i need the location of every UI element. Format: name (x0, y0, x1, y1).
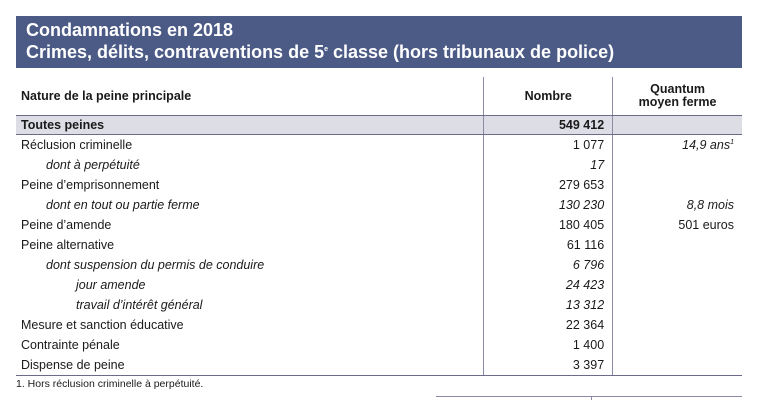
cell-nombre: 130 230 (484, 195, 613, 215)
cell-nature: dont suspension du permis de conduire (46, 258, 265, 272)
cell-quantum (613, 175, 742, 195)
table-row (16, 135, 742, 156)
cell-quantum (613, 355, 742, 376)
cell-nombre: 17 (484, 155, 613, 175)
footnote: 1. Hors réclusion criminelle à perpétuité. (16, 378, 204, 390)
table-row-total (16, 116, 742, 135)
cell-nombre: 1 077 (484, 135, 613, 156)
table-row (16, 175, 742, 195)
cell-quantum (613, 155, 742, 175)
cell-nombre: 13 312 (484, 295, 613, 315)
title-banner (16, 16, 742, 68)
cell-quantum (613, 116, 742, 135)
next-table-border (436, 396, 742, 397)
header-nature: Nature de la peine principale (16, 77, 484, 116)
table-row (16, 355, 742, 376)
cell-nature: dont à perpétuité (46, 158, 140, 172)
cell-nombre: 3 397 (484, 355, 613, 376)
table-row (16, 335, 742, 355)
condamnations-table (16, 77, 742, 376)
cell-nature: Contrainte pénale (21, 338, 120, 352)
cell-nature: dont en tout ou partie ferme (46, 198, 200, 212)
cell-quantum (613, 275, 742, 295)
page-title: Condamnations en 2018 (26, 20, 234, 40)
cell-nature: Toutes peines (16, 116, 484, 135)
table-row (16, 235, 742, 255)
table-row (16, 255, 742, 275)
header-quantum: Quantum moyen ferme (613, 77, 742, 116)
cell-quantum (613, 255, 742, 275)
header-nombre: Nombre (484, 77, 613, 116)
cell-nature: Peine d’emprisonnement (21, 178, 160, 192)
table-row (16, 315, 742, 335)
cell-quantum: 14,9 ans$^1$ (613, 135, 742, 156)
table-row (16, 195, 742, 215)
cell-quantum: 501 euros (613, 215, 742, 235)
cell-nature: Mesure et sanction éducative (21, 318, 184, 332)
cell-nombre: 549 412 (484, 116, 613, 135)
cell-nature: jour amende (76, 278, 146, 292)
cell-quantum (613, 235, 742, 255)
cell-nombre: 22 364 (484, 315, 613, 335)
table-row (16, 295, 742, 315)
cell-nature: Peine d’amende (21, 218, 112, 232)
cell-nature: Réclusion criminelle (21, 138, 133, 152)
cell-quantum (613, 315, 742, 335)
cell-nombre: 61 116 (484, 235, 613, 255)
page-subtitle: Crimes, délits, contraventions de 5e classe (hors tribunaux de police) (26, 42, 615, 62)
cell-nature: Peine alternative (21, 238, 115, 252)
cell-nombre: 6 796 (484, 255, 613, 275)
cell-quantum (613, 335, 742, 355)
table-row (16, 215, 742, 235)
next-table-divider (591, 396, 592, 400)
cell-nature: travail d’intérêt général (76, 298, 203, 312)
cell-nombre: 24 423 (484, 275, 613, 295)
table-header-row (16, 77, 742, 116)
cell-quantum: 8,8 mois (613, 195, 742, 215)
cell-nature: Dispense de peine (16, 355, 484, 376)
cell-nombre: 279 653 (484, 175, 613, 195)
table-row (16, 155, 742, 175)
cell-nombre: 180 405 (484, 215, 613, 235)
table-row (16, 275, 742, 295)
cell-nombre: 1 400 (484, 335, 613, 355)
cell-quantum (613, 295, 742, 315)
